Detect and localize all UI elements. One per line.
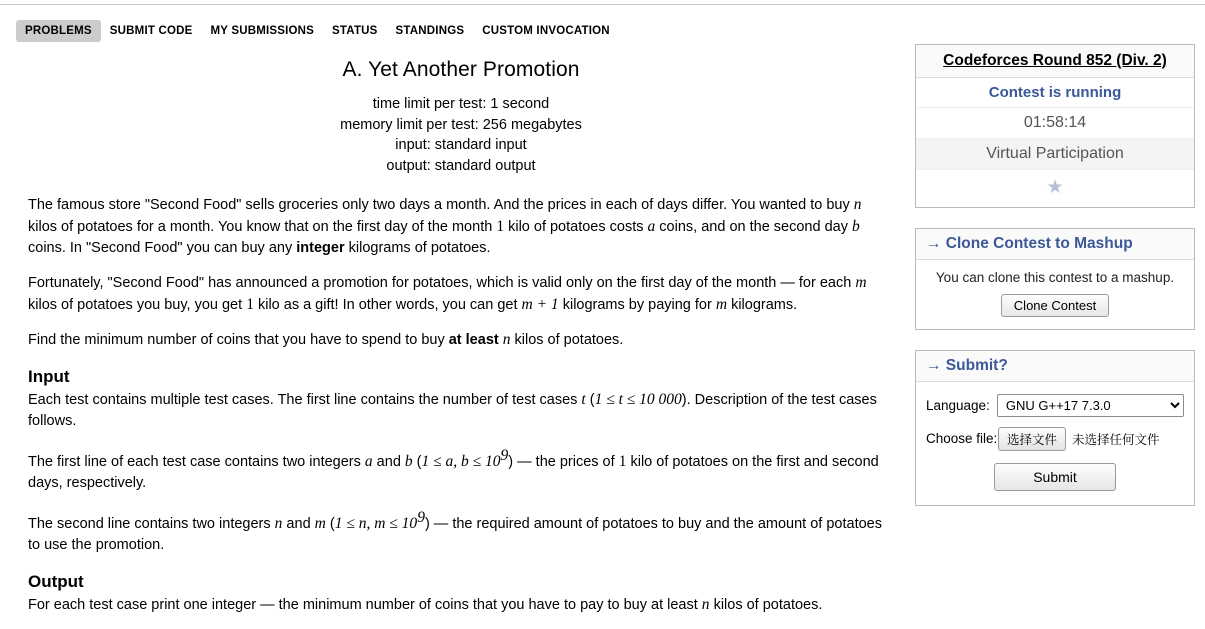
text-run: For each test case print one integer — the minimum number of coins that you have to pay to buy at least: [28, 596, 702, 613]
math-ab-range: 1 ≤ a, b ≤ 10: [421, 452, 501, 470]
favorite-row[interactable]: [916, 170, 1194, 207]
contest-box: [915, 44, 1195, 208]
problem-title: A. Yet Another Promotion: [342, 58, 580, 81]
star-icon[interactable]: ★: [1046, 177, 1064, 198]
problem-legend: [28, 194, 894, 616]
text-run: ) — the required amount of potatoes to buy and the amount of potatoes to use the promotion.: [28, 515, 882, 553]
text-run: (: [412, 453, 422, 470]
memory-limit: memory limit per test: 256 megabytes: [340, 116, 582, 133]
math-b: b: [404, 452, 413, 470]
time-limit: time limit per test: 1 second: [372, 96, 550, 112]
text-run: Each test contains multiple test cases. The first line contains the number of test cases: [28, 392, 582, 408]
language-row: [926, 394, 1184, 417]
input-paragraph-3: [28, 507, 894, 556]
contest-status: Contest is running: [916, 78, 1194, 108]
submit-box-title[interactable]: → Submit?: [916, 351, 1194, 382]
submit-box: [915, 350, 1195, 506]
text-run: (: [325, 515, 335, 532]
text-run: kilograms by paying for: [558, 297, 716, 313]
math-nm-range: 1 ≤ n, m ≤ 10: [334, 514, 418, 532]
math-a: a: [647, 218, 656, 235]
top-divider: [0, 4, 1205, 5]
text-run: ). Description of the test cases follows.: [28, 392, 877, 429]
clone-contest-title[interactable]: → Clone Contest to Mashup: [916, 229, 1194, 260]
input-paragraph-2: [28, 445, 894, 494]
file-row: [926, 427, 1184, 451]
nav-item-custom-invocation[interactable]: CUSTOM INVOCATION: [482, 25, 610, 37]
virtual-participation-label[interactable]: Virtual Participation: [916, 139, 1194, 170]
text-run: Find the minimum number of coins that you have to spend to buy: [28, 332, 449, 348]
clone-contest-body: [916, 260, 1194, 329]
nav-item-standings[interactable]: STANDINGS: [395, 25, 465, 37]
input-paragraph-1: [28, 389, 894, 432]
text-run: kilograms of potatoes.: [344, 240, 491, 256]
legend-paragraph-2: [28, 272, 894, 316]
contest-title-link[interactable]: Codeforces Round 852 (Div. 2): [943, 52, 1167, 69]
input-spec: input: standard input: [395, 137, 527, 153]
choose-file-button[interactable]: 选择文件: [998, 427, 1066, 451]
text-run: kilos of potatoes.: [709, 596, 823, 613]
selected-file-name: 未选择任何文件: [1072, 433, 1160, 447]
math-t: t: [581, 391, 586, 408]
nav-item-my-submissions[interactable]: MY SUBMISSIONS: [210, 25, 315, 37]
text-run: kilos of potatoes.: [510, 332, 624, 348]
text-run: kilo of potatoes costs: [504, 219, 648, 235]
section-heading-input: Input: [28, 367, 70, 386]
math-exponent: 9: [417, 508, 425, 526]
math-one: 1: [618, 452, 627, 470]
math-n: n: [701, 595, 710, 613]
sidebar: [915, 44, 1195, 526]
submit-button[interactable]: Submit: [994, 463, 1116, 491]
math-one: 1: [496, 218, 505, 235]
text-run: coins. In "Second Food" you can buy any: [28, 240, 297, 256]
text-run: kilo as a gift! In other words, you can get: [253, 297, 522, 313]
math-n: n: [274, 514, 283, 532]
nav-item-problems[interactable]: PROBLEMS: [16, 20, 101, 42]
legend-paragraph-1: [28, 194, 894, 259]
math-m: m: [855, 274, 867, 291]
language-select[interactable]: [997, 394, 1184, 417]
text-run: ) — the prices of: [508, 453, 619, 470]
problem-statement: [28, 58, 894, 629]
text-run: and: [282, 515, 315, 532]
math-b: b: [851, 218, 860, 235]
emphasis-integer: integer: [296, 240, 345, 256]
math-a: a: [364, 452, 373, 470]
math-n: n: [502, 331, 511, 348]
output-spec: output: standard output: [386, 157, 536, 174]
math-n: n: [853, 196, 862, 213]
text-run: The famous store "Second Food" sells groceries only two days a month. And the prices in each of days differ. You wanted to buy: [28, 197, 854, 213]
emphasis-at-least: at least: [448, 332, 503, 348]
section-heading-output: Output: [28, 571, 84, 591]
math-exponent: 9: [500, 447, 509, 464]
text-run: kilos of potatoes for a month. You know that on the first day of the month: [28, 219, 497, 235]
main-nav: [16, 20, 619, 42]
submit-button-row: [926, 463, 1184, 491]
text-run: kilo of potatoes on the first and second days, respectively.: [28, 453, 879, 491]
text-run: and: [372, 453, 405, 470]
legend-paragraph-3: [28, 329, 894, 351]
submit-form: [916, 382, 1194, 505]
text-run: (: [585, 392, 595, 408]
output-paragraph-1: [28, 594, 894, 616]
math-m: m: [314, 514, 326, 532]
math-m-plus-1: m + 1: [521, 296, 559, 313]
text-run: The second line contains two integers: [28, 515, 275, 532]
clone-contest-button[interactable]: Clone Contest: [1001, 294, 1109, 317]
text-run: kilograms.: [727, 297, 798, 313]
nav-item-submit-code[interactable]: SUBMIT CODE: [109, 25, 193, 37]
text-run: kilos of potatoes you buy, you get: [28, 297, 247, 313]
contest-timer: 01:58:14: [916, 108, 1194, 139]
text-run: Fortunately, "Second Food" has announced a promotion for potatoes, which is valid only on the first day of the month — for each: [28, 275, 856, 291]
choose-file-label: Choose file:: [926, 431, 998, 446]
text-run: The first line of each test case contains two integers: [28, 453, 365, 470]
math-m: m: [715, 296, 728, 313]
math-t-range: 1 ≤ t ≤ 10 000: [594, 391, 682, 408]
clone-contest-box: [915, 228, 1195, 330]
contest-title[interactable]: [916, 45, 1194, 78]
math-one: 1: [246, 296, 254, 313]
language-label: Language:: [926, 397, 990, 413]
text-run: coins, and on the second day: [655, 219, 852, 235]
problem-limits: [28, 94, 894, 176]
clone-contest-text: You can clone this contest to a mashup.: [935, 270, 1175, 285]
nav-item-status[interactable]: STATUS: [332, 25, 378, 37]
